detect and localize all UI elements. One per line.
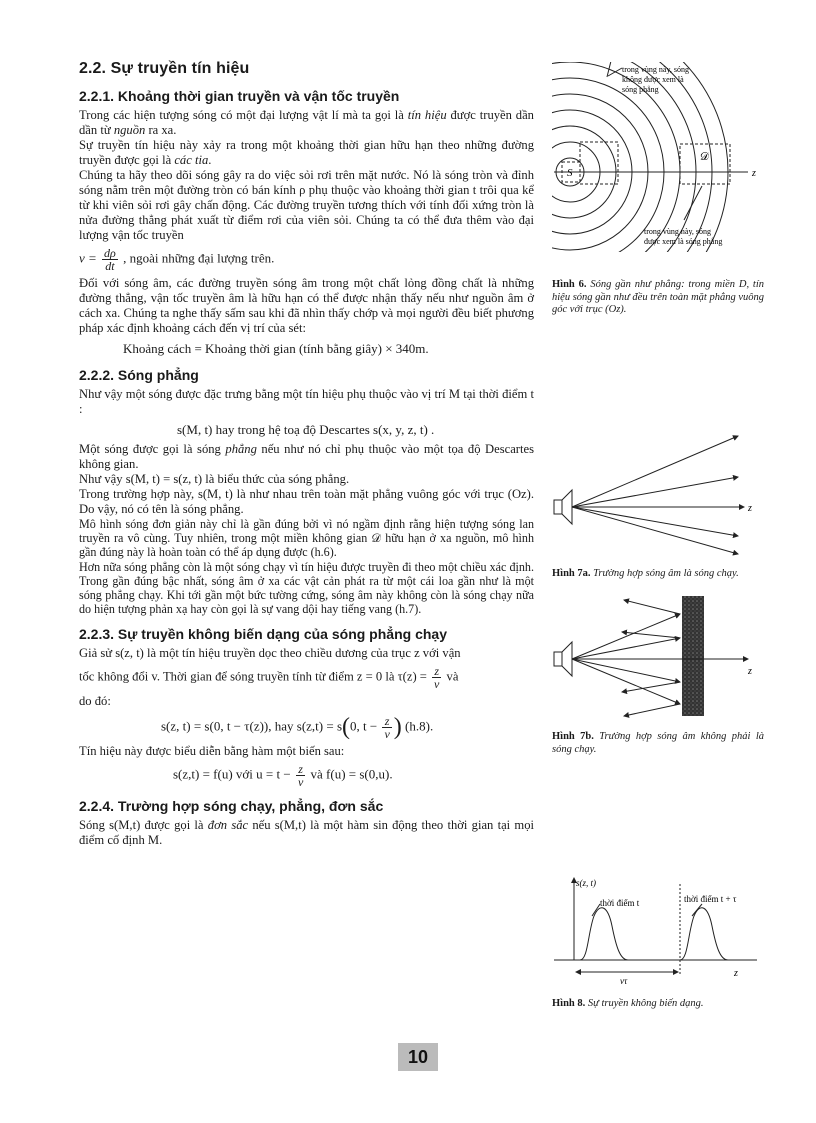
propagation-formula: s(z, t) = s(0, t − τ(z)), hay s(z,t) = s(0, t − $\frac{z}{v}$ ) (h.8). — [161, 714, 434, 742]
paragraph: Như vậy s(M, t) = s(z, t) là biểu thức của sóng phẳng. — [79, 472, 350, 486]
region-label-top-1: trong vùng này, sóng — [622, 65, 690, 74]
paragraph: Mô hình sóng đơn giản này chỉ là gần đúng bởi vì nó ngầm định rằng hiện tượng sóng lan truyền ra vô cùng. Tuy nhiên, trong một miền không gian 𝒟 hữu hạn ở xa nguồn, mô hình gần đúng này là hoàn toàn có thể áp dụng được (h.6). — [79, 517, 534, 560]
domain-label: 𝒟 — [700, 151, 709, 163]
figure-8-diagram — [552, 870, 764, 985]
paragraph: Tín hiệu này được biểu diễn bằng hàm một biến sau: — [79, 744, 345, 759]
paragraph: Một sóng được gọi là sóng phẳng nếu như nó chỉ phụ thuộc vào một tọa độ Descartes không gian. — [79, 442, 534, 471]
descartes-formula: s(M, t) hay trong hệ toạ độ Descartes s(x, y, z, t) . — [177, 422, 435, 437]
figure-7a — [552, 432, 764, 581]
subsection-2-2-2-title: 2.2.2. Sóng phẳng — [79, 367, 199, 383]
subsection-2-2-1-title: 2.2.1. Khoảng thời gian truyền và vận tốc truyền — [79, 88, 400, 104]
figure-6-caption: Hình 6. Sóng gần như phẳng: trong miền D, tín hiệu sóng gần như đều trên toàn mặt phẳng vuông góc với trục (Oz). — [552, 279, 764, 315]
velocity-formula: v = $\frac{d\rho}{dt}$ , ngoài những đại lượng trên. — [79, 246, 275, 273]
axis-label: z — [748, 503, 752, 514]
fraction: $\frac{z}{v}$ — [434, 664, 440, 692]
region-label-bottom-2: được xem là sóng phẳng — [644, 237, 723, 246]
subsection-2-2-3-title: 2.2.3. Sự truyền không biến dạng của sóng phẳng chạy — [79, 626, 447, 643]
source-label: S — [567, 167, 573, 179]
figure-7a-diagram — [552, 432, 764, 557]
fraction: $\frac{d\rho}{dt}$ — [104, 246, 116, 273]
section-title: 2.2. Sự truyền tín hiệu — [79, 60, 250, 77]
paragraph: Chúng ta hãy theo dõi sóng gây ra do việc sỏi rơi trên mặt nước. Nó là sóng tròn và đỉnh sóng nằm trên một đường tròn có bán kính ρ phụ thuộc vào khoảng thời gian t trôi qua kể từ khi viên sỏi rơi gây chấn động. Các đường truyền tương thích với tính đối xứng tròn là nửa đường thẳng phát xuất từ điểm rơi của viên sỏi. Chúng ta có thể đưa thêm vào đại lượng vận tốc truyền — [79, 168, 534, 242]
page-number: 10 — [398, 1043, 438, 1071]
fraction: $\frac{z}{v}$ — [297, 762, 304, 790]
figure-7b-diagram — [552, 592, 764, 722]
paragraph: Giả sử s(z, t) là một tín hiệu truyền dọc theo chiều dương của trục z với vận — [79, 646, 461, 661]
paragraph: Trong trường hợp này, s(M, t) là như nhau trên toàn mặt phẳng vuông góc với trục (Oz). Do vậy, nó có tên là sóng phẳng. — [79, 487, 534, 516]
y-axis-label: s(z, t) — [576, 878, 596, 888]
distance-formula: Khoảng cách = Khoảng thời gian (tính bằng giây) × 340m. — [123, 341, 429, 356]
paragraph: do đó: — [79, 694, 111, 709]
subsection-2-2-4-title: 2.2.4. Trường hợp sóng chạy, phẳng, đơn sắc — [79, 798, 384, 815]
paragraph: Hơn nữa sóng phẳng còn là một sóng chạy vì tín hiệu được truyền đi theo một chiều xác định. Trong gần đúng bậc nhất, sóng âm ở xa các vật cản phát ra từ một cái loa gần như là một sóng phẳng chạy. Khi tới gần một bức tường cứng, sóng âm này không còn là sóng chạy nữa do hiện tượng phản xạ hay còn gọi là sự vang dội hay tiếng vang (h.7). — [79, 559, 534, 617]
time-t-label: thời điểm t — [600, 898, 640, 908]
axis-label: z — [752, 168, 756, 179]
fraction: $\frac{z}{v}$ — [384, 714, 390, 742]
figure-6 — [552, 62, 764, 317]
region-label-top-3: sóng phẳng — [622, 85, 659, 94]
figure-7b — [552, 592, 764, 756]
figure-8 — [552, 870, 764, 1011]
paragraph: Trong các hiện tượng sóng có một đại lượng vật lí mà ta gọi là tín hiệu được truyền dần dần từ nguồn ra xa. — [79, 108, 534, 137]
figure-6-diagram — [552, 62, 764, 252]
paragraph: tốc không đổi v. Thời gian để sóng truyền tính từ điểm z = 0 là τ(z) = $\frac{z}{v}$ và — [79, 664, 459, 692]
figure-7a-caption: Hình 7a. Trường hợp sóng âm là sóng chạy. — [552, 568, 739, 579]
paragraph: Như vậy một sóng được đặc trưng bằng một tín hiệu phụ thuộc vào vị trí M tại thời điểm t : — [79, 387, 534, 416]
figure-8-caption: Hình 8. Sự truyền không biến dạng. — [552, 998, 704, 1009]
paragraph: Sóng s(M,t) được gọi là đơn sắc nếu s(M,t) là một hàm sin động theo thời gian tại mọi điểm cố định M. — [79, 818, 534, 848]
paragraph: Sự truyền tín hiệu này xảy ra trong một khoảng thời gian hữu hạn theo những đường truyền được gọi là các tia. — [79, 138, 534, 167]
figure-7b-caption: Hình 7b. Trường hợp sóng âm không phải là sóng chạy. — [552, 731, 765, 755]
main-column — [79, 60, 534, 848]
paragraph: Đối với sóng âm, các đường truyền sóng âm trong một chất lỏng đồng chất là những đường thẳng, vận tốc truyền âm là hữu hạn có thể được nhận thấy nếu như nguồn âm ở cách xa. Chúng ta nghe thấy sấm sau khi đã nhìn thấy chớp và mọi người đều biết phương pháp xác định khoảng cách đến vị trí của sét: — [79, 276, 534, 335]
axis-label: z — [748, 666, 752, 677]
v-tau-label: vτ — [620, 976, 628, 985]
region-label-top-2: không được xem là — [622, 75, 684, 84]
axis-label: z — [734, 968, 738, 979]
time-t-tau-label: thời điểm t + τ — [684, 894, 737, 904]
wall — [682, 596, 704, 716]
region-label-bottom-1: trong vùng này, sóng — [644, 227, 712, 236]
function-formula: s(z,t) = f(u) với u = t − $\frac{z}{v}$ và f(u) = s(0,u). — [173, 762, 393, 790]
